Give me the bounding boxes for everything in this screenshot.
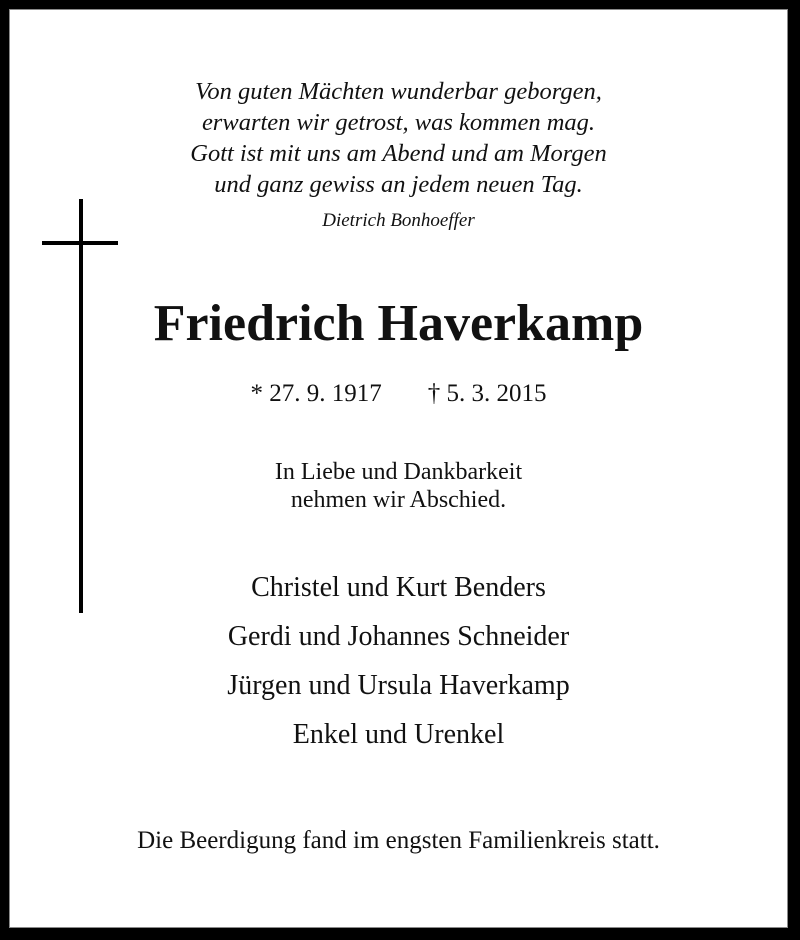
death-date: † 5. 3. 2015: [427, 380, 547, 407]
deceased-name: Friedrich Haverkamp: [153, 295, 644, 352]
life-dates: [10, 378, 787, 410]
poem-line: Gott ist mit uns am Abend und am Morgen: [190, 140, 607, 167]
birth-date: * 27. 9. 1917: [250, 380, 382, 407]
obituary-card: [9, 9, 788, 928]
mourners-list: [10, 563, 787, 759]
poem-line: erwarten wir getrost, was kommen mag.: [201, 109, 596, 136]
mourner-entry: Enkel und Urenkel: [292, 719, 505, 750]
poem-quote: [10, 76, 787, 200]
mourner-entry: Christel und Kurt Benders: [251, 572, 546, 603]
cross-icon-crossbar: [42, 241, 118, 245]
poem-line: und ganz gewiss an jedem neuen Tag.: [214, 171, 583, 198]
farewell-message: [10, 458, 787, 514]
farewell-line: In Liebe und Dankbarkeit: [274, 459, 523, 485]
mourner-entry: Jürgen und Ursula Haverkamp: [227, 670, 570, 701]
mourner-entry: Gerdi und Johannes Schneider: [227, 621, 570, 652]
farewell-line: nehmen wir Abschied.: [290, 487, 507, 513]
burial-note: Die Beerdigung fand im engsten Familienkreis statt.: [137, 827, 660, 854]
poem-author: Dietrich Bonhoeffer: [322, 210, 475, 231]
poem-line: Von guten Mächten wunderbar geborgen,: [195, 78, 602, 105]
